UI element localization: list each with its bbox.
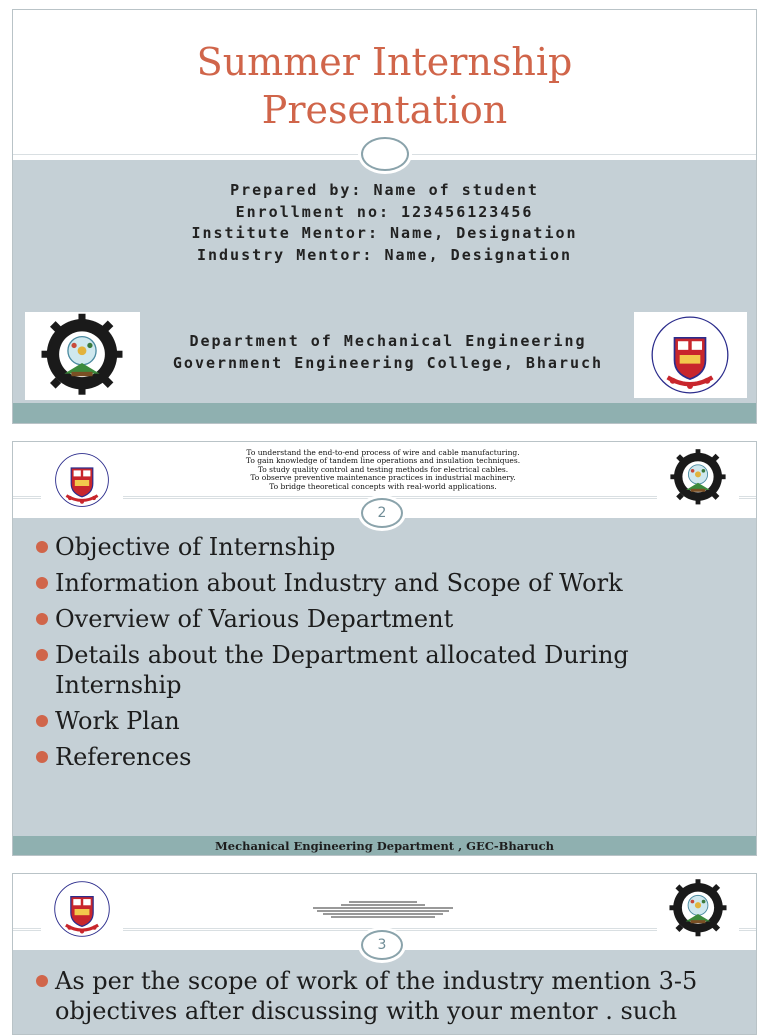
list-item <box>33 966 746 1026</box>
department-name: Department of Mechanical Engineering <box>189 332 587 350</box>
bullet-icon <box>36 541 48 553</box>
gec-logo-icon <box>25 312 140 400</box>
objectives-slide <box>12 873 757 1035</box>
bullet-icon <box>36 751 48 763</box>
list-item-text: Details about the Department allocated During Internship <box>55 641 629 699</box>
objective-line: To study quality control and testing methods for electrical cables. <box>257 464 509 474</box>
list-item-text: As per the scope of work of the industry mention 3-5 objectives after discussing with your mentor . such <box>55 967 698 1025</box>
title-slide <box>12 9 757 424</box>
list-item <box>33 568 746 598</box>
divider <box>13 928 756 929</box>
bullet-icon <box>36 715 48 727</box>
list-item <box>33 604 746 634</box>
objective-line: To observe preventive maintenance practices in industrial machinery. <box>250 473 516 483</box>
list-item <box>33 742 746 772</box>
bullet-icon <box>36 975 48 987</box>
institute-mentor: Institute Mentor: Name, Designation <box>191 224 578 242</box>
industry-mentor: Industry Mentor: Name, Designation <box>196 245 573 264</box>
enrollment-no: Enrollment no: 123456123456 <box>235 202 534 221</box>
list-item-text: Overview of Various Department <box>55 605 454 633</box>
gec-logo-icon <box>657 448 739 508</box>
list-item-text: Work Plan <box>55 707 180 735</box>
slide-number: 3 <box>377 937 387 953</box>
list-item-text: Information about Industry and Scope of Work <box>55 569 623 597</box>
gtu-logo-icon <box>41 450 123 510</box>
objective-line: To bridge theoretical concepts with real-world applications. <box>269 481 497 491</box>
bullet-icon <box>36 649 48 661</box>
list-item-text: References <box>55 743 192 771</box>
gtu-logo-icon <box>634 312 747 398</box>
college-name: Government Engineering College, Bharuch <box>172 354 604 372</box>
title-line: Presentation <box>261 88 508 132</box>
gtu-logo-icon <box>41 878 123 940</box>
agenda-list <box>33 532 746 778</box>
objective-line: To understand the end-to-end process of wire and cable manufacturing. <box>246 448 520 457</box>
list-item <box>33 532 746 562</box>
footer-band <box>13 403 756 423</box>
divider <box>13 496 756 497</box>
prepared-by: Prepared by: Name of student <box>230 181 539 199</box>
bullet-icon <box>36 613 48 625</box>
department-block <box>153 330 623 374</box>
objective-line: To gain knowledge of tandem line operations and insulation techniques. <box>245 456 521 466</box>
gec-logo-icon <box>657 878 739 940</box>
slide-number-oval <box>361 137 409 171</box>
bullet-icon <box>36 577 48 589</box>
list-item-text: Objective of Internship <box>55 533 336 561</box>
title-line: Summer Internship <box>196 40 573 84</box>
list-item <box>33 706 746 736</box>
slide-number: 2 <box>377 505 387 521</box>
student-details <box>13 180 756 266</box>
list-item <box>33 640 746 700</box>
unreadable-script-text <box>303 900 463 920</box>
agenda-slide <box>12 441 757 856</box>
footer-text: Mechanical Engineering Department , GEC-Bharuch <box>215 839 554 853</box>
slide-number-oval <box>361 498 403 528</box>
objectives-list <box>33 966 746 1032</box>
slide-title <box>13 38 756 134</box>
slide-number-oval <box>361 930 403 960</box>
objectives-text <box>213 449 553 491</box>
